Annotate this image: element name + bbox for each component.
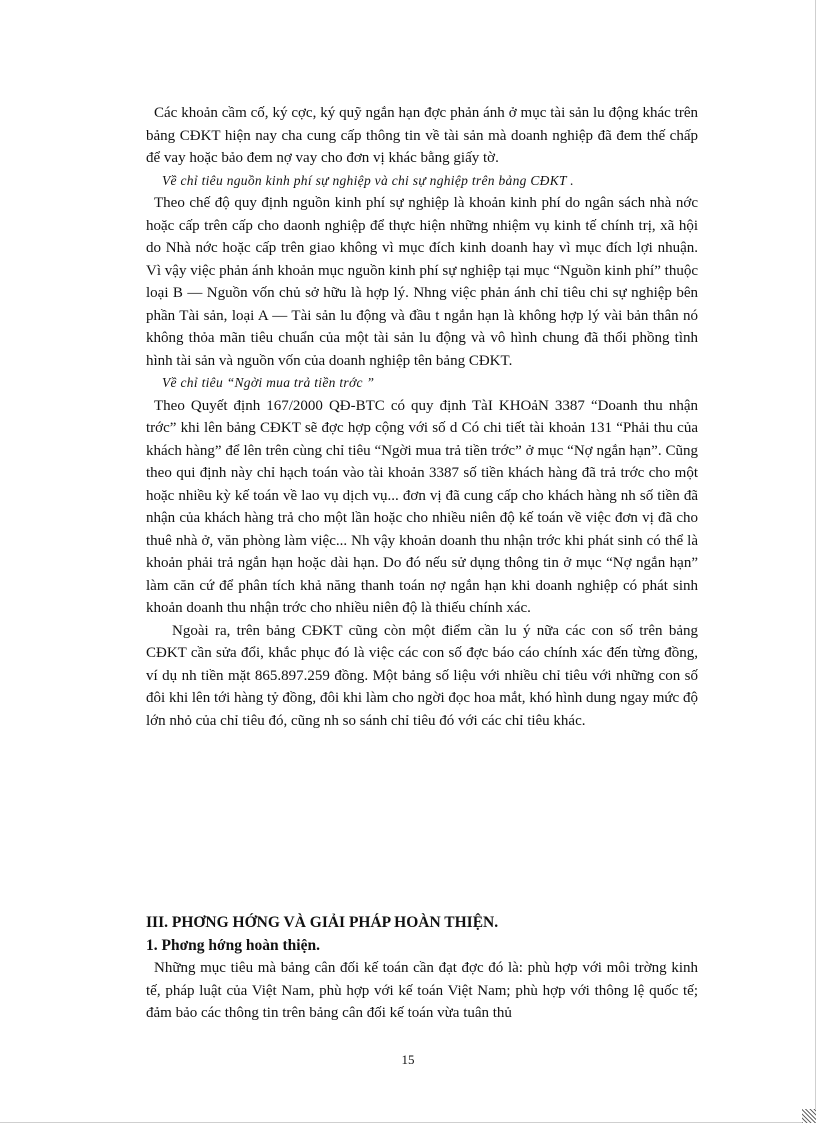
body-text-block [146,102,698,732]
section-block [146,912,698,1025]
paragraph-number-precision: Ngoài ra, trên bảng CĐKT cũng còn một điểm cần lu ý nữa các con số trên bảng CĐKT cần sửa đổi, khắc phục đó là việc các con số đợc báo cáo chính xác đến từng đồng, ví dụ nh tiền mặt 865.897.259 đồng. Một bảng số liệu với nhiều chỉ tiêu với những con số đôi khi lên tới hàng tỷ đồng, đôi khi làm cho ngời đọc hoa mắt, khó hình dung ngay mức độ lớn nhỏ của chỉ tiêu đó, cũng nh so sánh chỉ tiêu đó với các chỉ tiêu khác. [146,622,698,729]
corner-mark-icon [802,1109,816,1123]
subheading-career-funding: Về chỉ tiêu nguồn kinh phí sự nghiệp và chi sự nghiệp trên bảng CĐKT . [162,172,574,188]
subheading-advance-payment: Về chỉ tiêu “Ngời mua trả tiền trớc ” [162,375,375,390]
paragraph-advance-payment: Theo Quyết định 167/2000 QĐ-BTC có quy định TàI KHOảN 3387 “Doanh thu nhận trớc” khi lên bảng CĐKT sẽ đợc hợp cộng với số d Có chi tiết tài khoản 131 “Phải thu của khách hàng” để lên trên cùng chỉ tiêu “Ngời mua trả tiền trớc” ở mục “Nợ ngắn hạn”. Cũng theo qui định này chỉ hạch toán vào tài khoản 3387 số tiền khách hàng đã trả trớc cho một hoặc nhiều kỳ kế toán về lao vụ dịch vụ... đơn vị đã cung cấp cho khách hàng nh số tiền đã nhận của khách hàng trả cho một lần hoặc cho nhiều niên độ kế toán về việc đơn vị đã cho thuê nhà ở, văn phòng làm việc... Nh vậy khoản doanh thu nhận trớc khi phát sinh có thể là khoản phải trả ngắn hạn hoặc dài hạn. Do đó nếu sử dụng thông tin ở mục “Nợ ngắn hạn” làm căn cứ để phân tích khả năng thanh toán nợ ngắn hạn khi doanh nghiệp có phát sinh khoản doanh thu nhận trớc cho nhiều niên độ là thiếu chính xác. [146,397,698,616]
section-heading: III. PHƠNG HỚNG VÀ GIẢI PHÁP HOÀN THIỆN. [146,914,499,931]
paragraph-pledges: Các khoản cầm cố, ký cợc, ký quỹ ngắn hạn đợc phản ánh ở mục tài sản lu động khác trên bảng CĐKT hiện nay cha cung cấp thông tin về tài sản mà doanh nghiệp đã đem thế chấp để vay hoặc bảo đem nợ vay cho đơn vị khác bằng giấy tờ. [146,105,698,166]
page-number: 15 [401,1052,415,1067]
subsection-heading: 1. Phơng hớng hoàn thiện. [146,936,320,954]
paragraph-objectives: Những mục tiêu mà bảng cân đối kế toán cần đạt đợc đó là: phù hợp với môi trờng kinh tế, pháp luật của Việt Nam, phù hợp với kế toán Việt Nam; phù hợp với thông lệ quốc tế; đảm bảo các thông tin trên bảng cân đối kế toán vừa tuân thủ [146,960,698,1021]
paragraph-career-funding: Theo chế độ quy định nguồn kinh phí sự nghiệp là khoản kinh phí do ngân sách nhà nớc hoặc cấp trên cấp cho daonh nghiệp để thực hiện những nhiệm vụ kinh tế chính trị, xã hội do Nhà nớc hoặc cấp trên giao không vì mục đích kinh doanh hay vì mục đích lợi nhuận. Vì vậy việc phản ánh khoản mục nguồn kinh phí sự nghiệp tại mục “Nguồn kinh phí” thuộc loại B — Nguồn vốn chủ sở hữu là hợp lý. Nhng việc phản ánh chỉ tiêu chi sự nghiệp bên phần Tài sản, loại A — Tài sản lu động và đầu t ngắn hạn là không hợp lý vài bản thân nó không thỏa mãn tiêu chuẩn của một tài sản lu động và vô hình chung đã thổi phồng tình hình tài sản và nguồn vốn của doanh nghiệp tên bảng CĐKT. [146,195,698,369]
